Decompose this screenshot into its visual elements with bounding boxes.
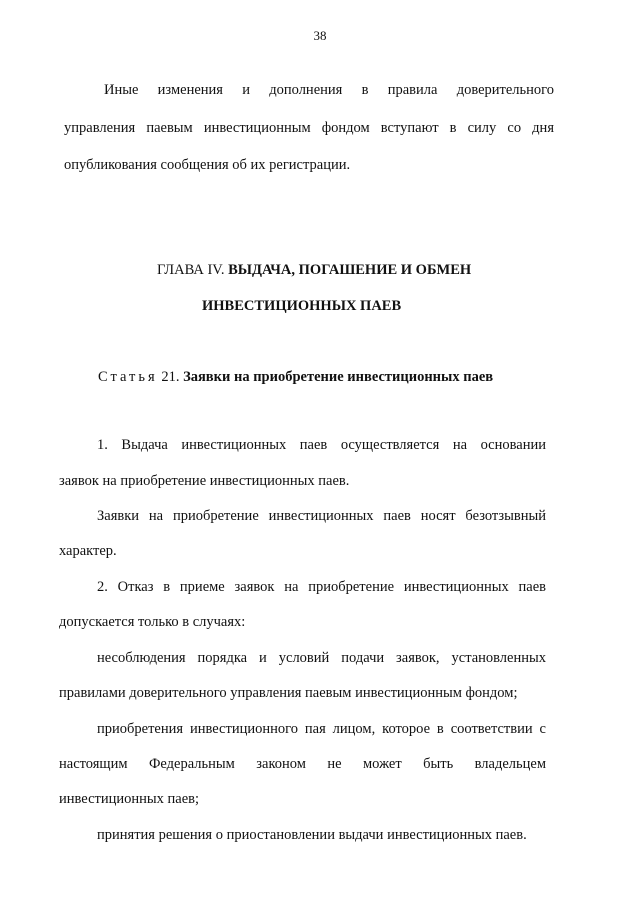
page-number: 38	[313, 28, 327, 43]
chapter-title-line-2: ИНВЕСТИЦИОННЫХ ПАЕВ	[202, 298, 402, 314]
article-label: Статья	[98, 369, 158, 385]
paragraph-5-line-1: приобретения инвестиционного пая лицом, которое в соответствии с	[97, 721, 546, 737]
paragraph-3-line-2: допускается только в случаях:	[59, 614, 246, 630]
article-number: 21.	[157, 369, 184, 385]
article-title: Заявки на приобретение инвестиционных паев	[183, 369, 494, 385]
paragraph-1-line-2: заявок на приобретение инвестиционных паев.	[59, 473, 350, 489]
paragraph-6-line-1: принятия решения о приостановлении выдачи инвестиционных паев.	[97, 827, 527, 843]
chapter-heading	[157, 261, 471, 279]
paragraph-1-line-1: 1. Выдача инвестиционных паев осуществляется на основании	[97, 437, 546, 453]
intro-line-1: Иные изменения и дополнения в правила доверительного	[104, 82, 554, 98]
paragraph-4-line-1: несоблюдения порядка и условий подачи заявок, установленных	[97, 650, 546, 666]
article-heading	[98, 368, 493, 386]
paragraph-2-line-1: Заявки на приобретение инвестиционных паев носят безотзывный	[97, 508, 546, 524]
chapter-prefix: ГЛАВА IV.	[157, 262, 229, 278]
paragraph-2-line-2: характер.	[59, 543, 117, 559]
paragraph-5-line-2: настоящим Федеральным законом не может быть владельцем	[59, 756, 546, 772]
paragraph-4-line-2: правилами доверительного управления паевым инвестиционным фондом;	[59, 685, 518, 701]
intro-line-3: опубликования сообщения об их регистрации.	[64, 157, 351, 173]
intro-line-2: управления паевым инвестиционным фондом вступают в силу со дня	[64, 120, 554, 136]
paragraph-3-line-1: 2. Отказ в приеме заявок на приобретение инвестиционных паев	[97, 579, 546, 595]
chapter-title-line-1: ВЫДАЧА, ПОГАШЕНИЕ И ОБМЕН	[228, 262, 472, 278]
chapter-title-line-2-wrap	[202, 297, 401, 315]
paragraph-5-line-3: инвестиционных паев;	[59, 791, 200, 807]
